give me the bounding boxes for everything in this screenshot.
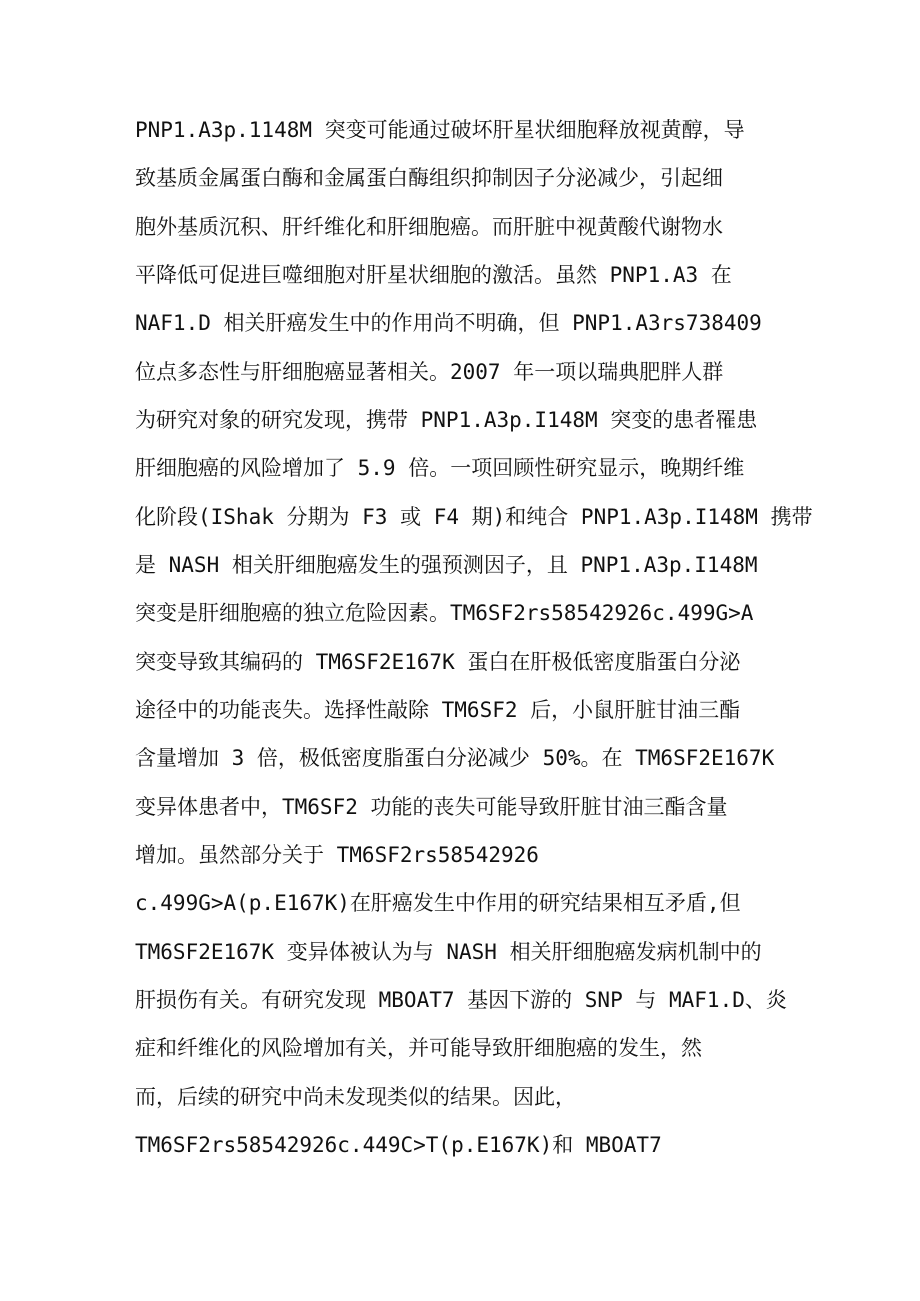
text-line: c.499G>A(p.E167K)在肝癌发生中作用的研究结果相互矛盾,但 <box>135 891 741 915</box>
text-line: TM6SF2rs58542926c.449C>T(p.E167K)和 MBOAT7 <box>135 1133 662 1157</box>
text-line: 症和纤维化的风险增加有关，并可能导致肝细胞癌的发生，然 <box>135 1036 702 1060</box>
text-line: 突变是肝细胞癌的独立危险因素。TM6SF2rs58542926c.499G>A <box>135 601 754 625</box>
text-line: 含量增加 3 倍，极低密度脂蛋白分泌减少 50%。在 TM6SF2E167K <box>135 746 775 770</box>
text-line: 位点多态性与肝细胞癌显著相关。2007 年一项以瑞典肥胖人群 <box>135 360 724 384</box>
text-line: 变异体患者中，TM6SF2 功能的丧失可能导致肝脏甘油三酯含量 <box>135 795 728 819</box>
text-line: TM6SF2E167K 变异体被认为与 NASH 相关肝细胞癌发病机制中的 <box>135 940 762 964</box>
text-line: 肝损伤有关。有研究发现 MBOAT7 基因下游的 SNP 与 MAF1.D、炎 <box>135 988 787 1012</box>
text-line: NAF1.D 相关肝癌发生中的作用尚不明确，但 PNP1.A3rs738409 <box>135 311 762 335</box>
text-line: 化阶段(IShak 分期为 F3 或 F4 期)和纯合 PNP1.A3p.I148M 携带 <box>135 505 813 529</box>
text-line: 肝细胞癌的风险增加了 5.9 倍。一项回顾性研究显示，晚期纤维 <box>135 456 745 480</box>
text-line: 为研究对象的研究发现，携带 PNP1.A3p.I148M 突变的患者罹患 <box>135 408 758 432</box>
text-line: 增加。虽然部分关于 TM6SF2rs58542926 <box>135 843 539 867</box>
text-line: 致基质金属蛋白酶和金属蛋白酶组织抑制因子分泌减少，引起细 <box>135 166 723 190</box>
text-line: 突变导致其编码的 TM6SF2E167K 蛋白在肝极低密度脂蛋白分泌 <box>135 650 741 674</box>
text-line: 平降低可促进巨噬细胞对肝星状细胞的激活。虽然 PNP1.A3 在 <box>135 263 732 287</box>
text-line: 胞外基质沉积、肝纤维化和肝细胞癌。而肝脏中视黄酸代谢物水 <box>135 215 723 239</box>
text-line: PNP1.A3p.1148M 突变可能通过破坏肝星状细胞释放视黄醇，导 <box>135 118 745 142</box>
text-line: 途径中的功能丧失。选择性敲除 TM6SF2 后，小鼠肝脏甘油三酯 <box>135 698 741 722</box>
text-line: 是 NASH 相关肝细胞癌发生的强预测因子，且 PNP1.A3p.I148M <box>135 553 758 577</box>
text-line: 而，后续的研究中尚未发现类似的结果。因此， <box>135 1085 576 1109</box>
